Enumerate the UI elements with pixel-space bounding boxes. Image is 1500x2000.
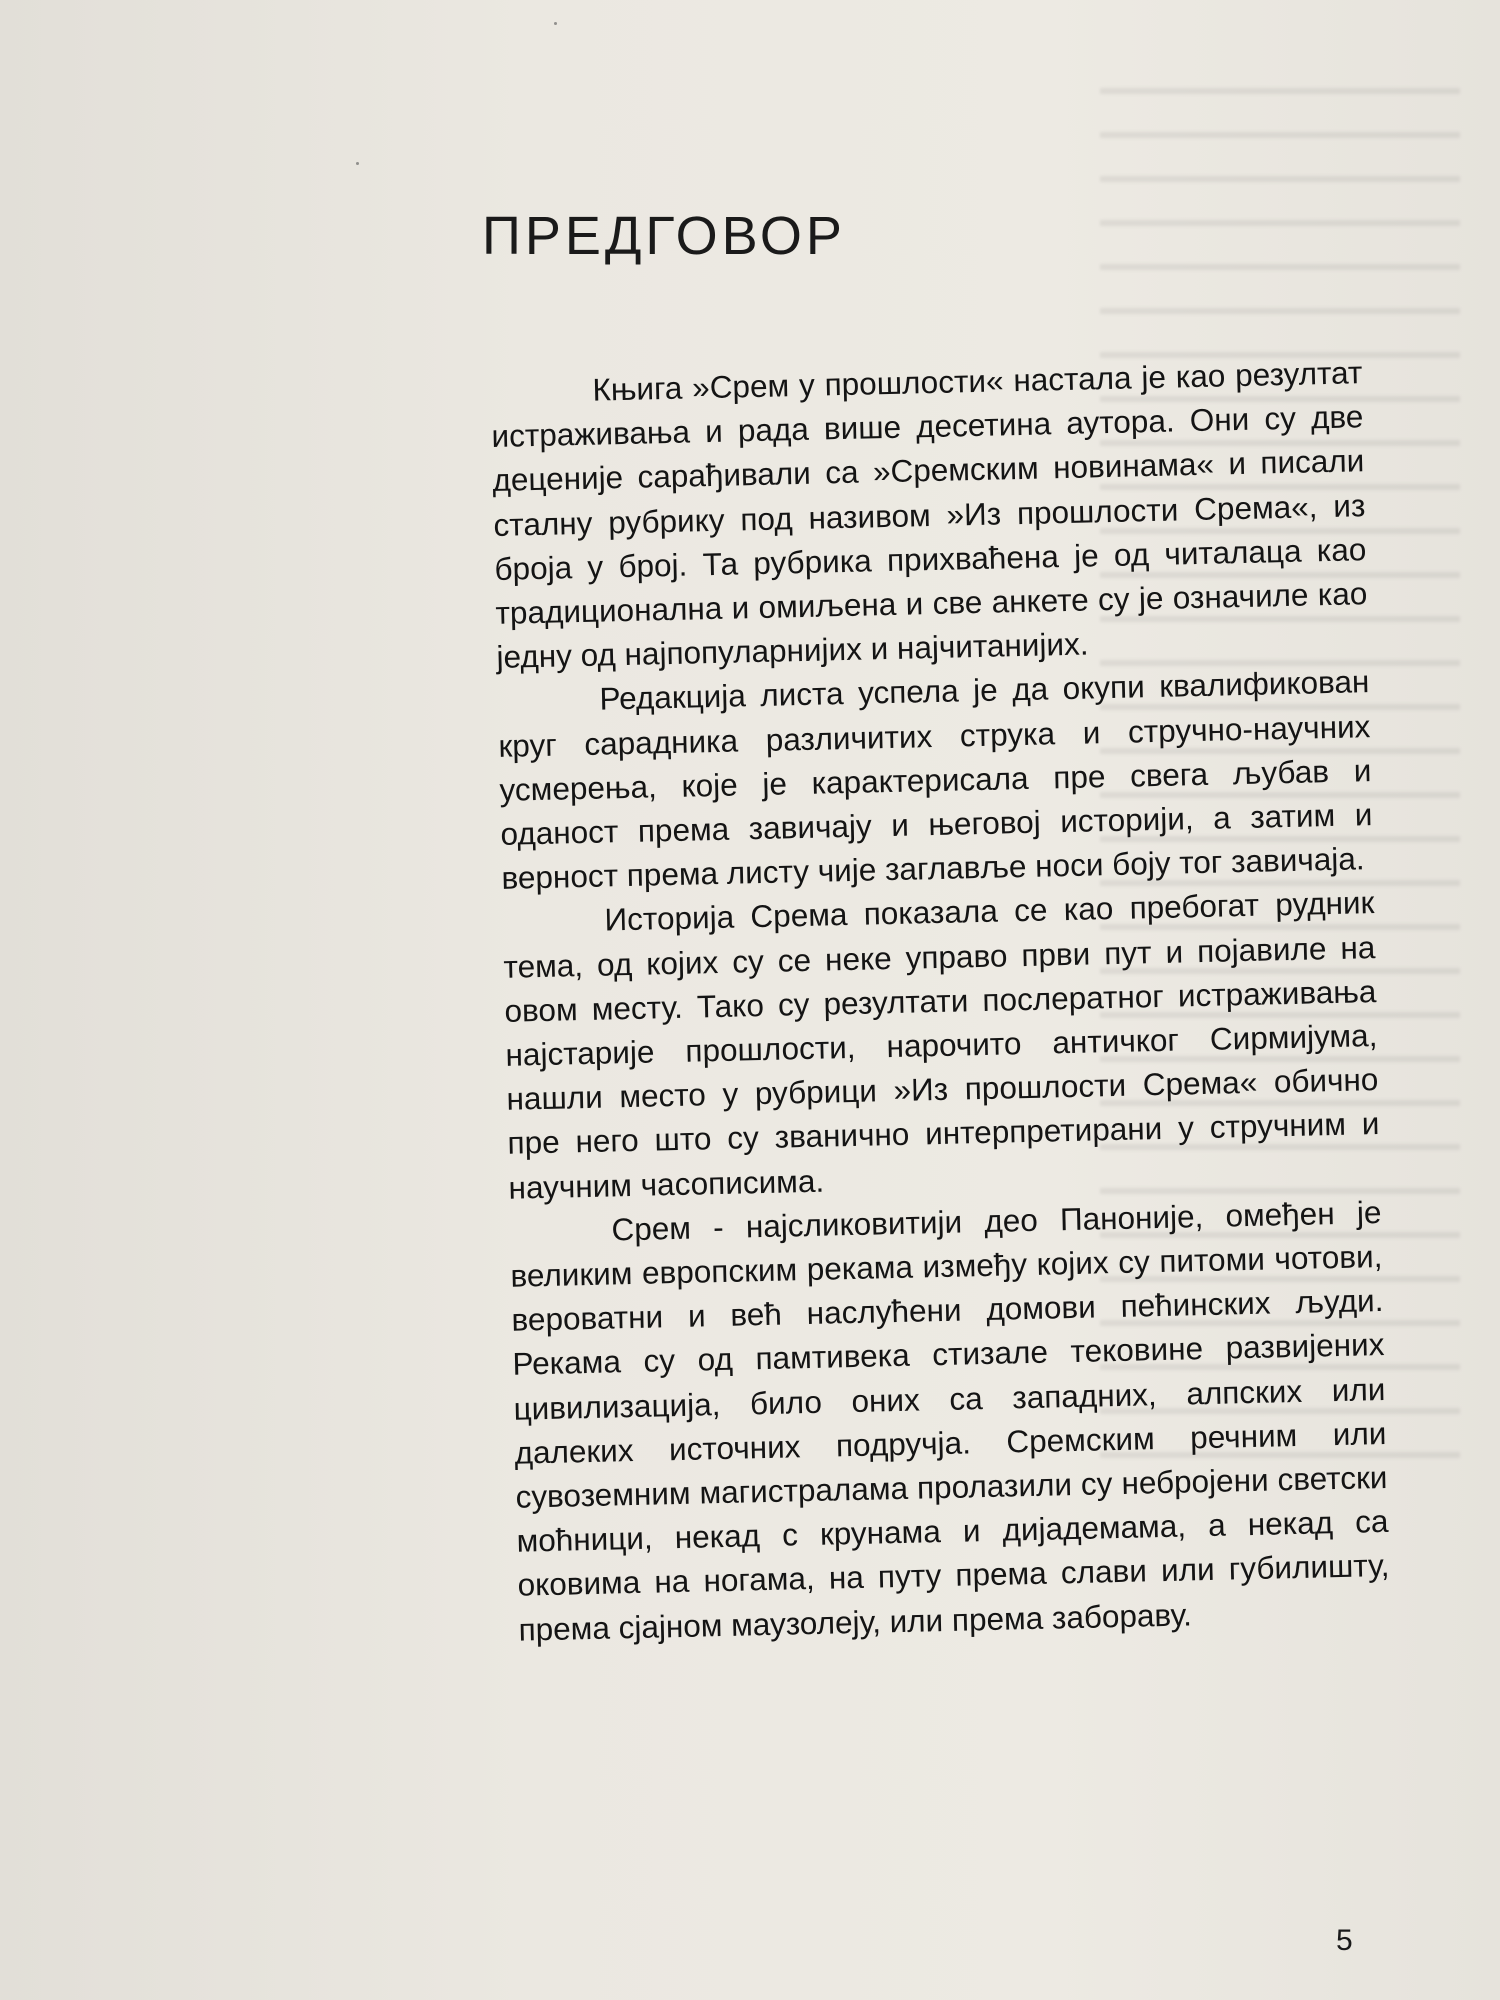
paragraph: Редакција листа успела је да окупи квалификован круг сарадника различитих струка и стручно-научних усмерења, које је карактерисала пре свега љубав и оданост према завичају и његовој историји, а затим и верност према листу чије заглавље носи боју тог завичаја. [498,663,1373,897]
paragraph: Историја Срема показала се као пребогат рудник тема, од којих су се неке управо први пут и појавиле на овом месту. Тако су резултати послератног истраживања најстарије прошлости, нарочито античког Сирмијума, нашли место у рубрици »Из прошлости Срема« обично пре него што су званично интерпретирани у стручним и научним часописима. [503,884,1380,1206]
paper-speck [356,162,359,165]
paragraph: Књига »Срем у прошлости« настала је као резултат истраживања и рада више десетина аутора. Они су две деценије сарађивали са »Сремским новинама« и писали сталну рубрику под називом »Из прошлости Срема«, из броја у број. Та рубрика прихваћена је од читалаца као традиционална и омиљена и све анкете су је означиле као једну од најпопуларнијих и најчитанијих. [491,354,1368,676]
page-title: ПРЕДГОВОР [482,206,846,266]
paper-speck [554,22,557,25]
paragraph: Срем - најсликовитији део Паноније, омеђен је великим европским рекама између којих су питоми чотови, вероватни и већ наслућени домови пећинских људи. Рекама су од памтивека стизале тековине развијених цивилизација, било оних са западних, алпских или далеких источних подручја. Сремским речним или сувоземним магистралама пролазили су небројени светски моћници, некад с крунама и дијадемама, а некад са оковима на ногама, на путу према слави или губилишту, према сјајном маузолеју, или према забораву. [510,1193,1390,1648]
page-number: 5 [1336,1924,1353,1957]
body-text [490,350,1391,1651]
